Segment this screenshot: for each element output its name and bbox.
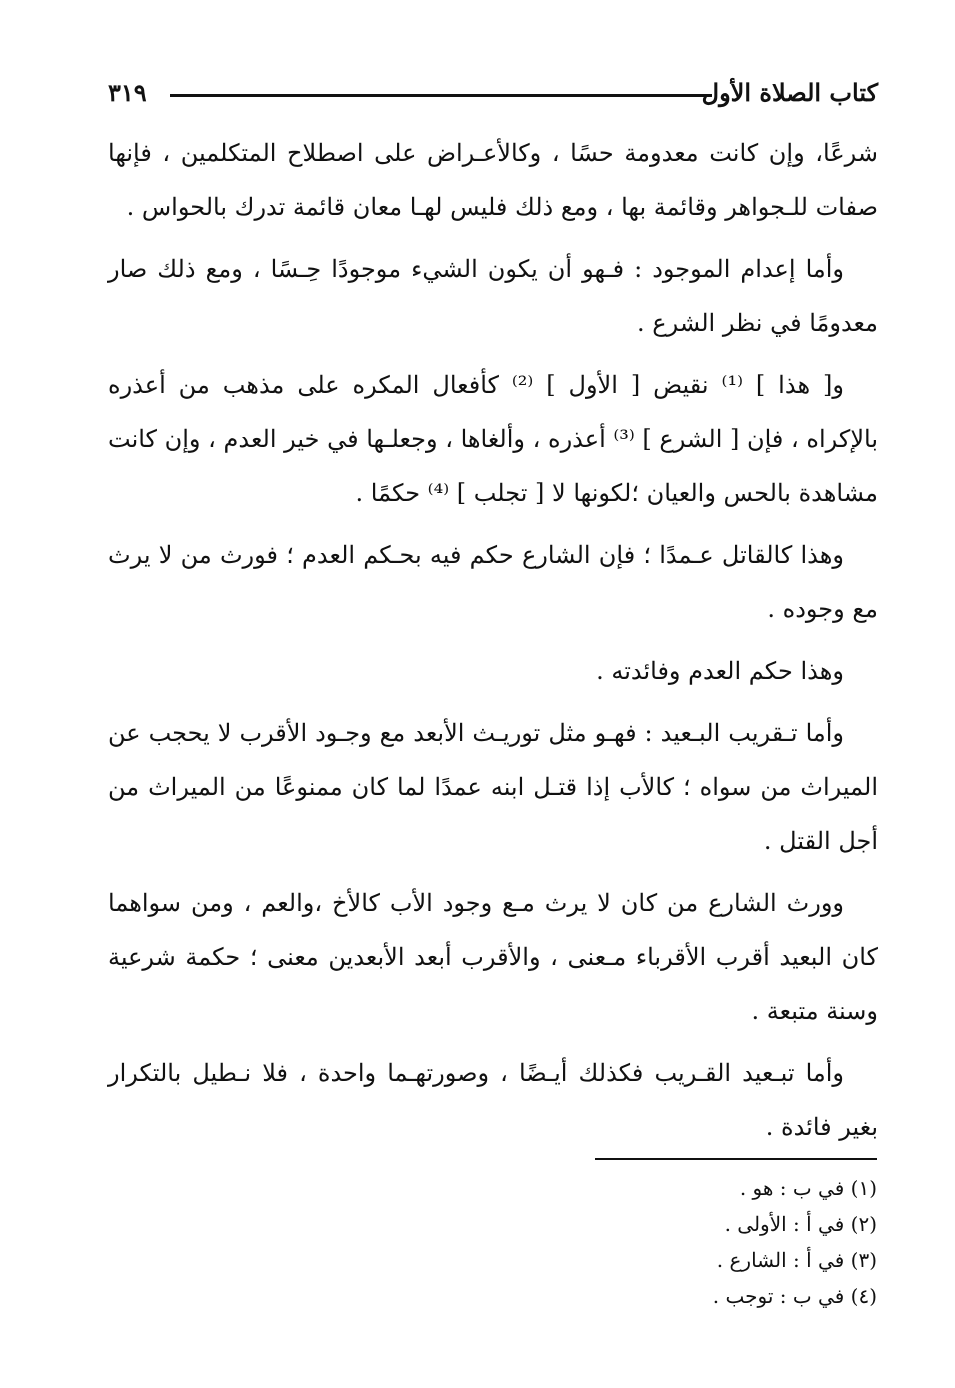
paragraph: شرعًا، وإن كانت معدومة حسًا ، وكالأعـراض على اصطلاح المتكلمين ، فإنها صفات للـجواهر وقائمة بها ، ومع ذلك فليس لهـا معان قائمة تدرك بالحواس . [108, 139, 878, 221]
paragraph: وورث الشارع من كان لا يرث مـع وجود الأب كالأخ ،والعم ، ومن سواهما كان البعيد أقرب الأقرباء مـعنى ، والأقرب أبعد الأبعدين معنى ؛ حكمة شرعية وسنة متبعة . [108, 889, 878, 1025]
paragraph: وأما تبـعيد القـريب فكذلك أيـضًا ، وصورتهـما واحدة ، فلا نـطيل بالتكرار بغير فائدة . [108, 1059, 878, 1141]
footnote: (١) في ب : هو . [739, 1176, 877, 1200]
paragraph: وأما تـقريب البـعيد : فهـو مثل توريـث الأبعد مع وجـود الأقرب لا يحجب عن الميراث من سواه ؛ كالأب إذا قتـل ابنه عمدًا لما كان ممنوعًا من الميراث من أجل القتل . [108, 719, 878, 855]
main-text [108, 126, 878, 1162]
footnote: (٣) في أ : الشارع . [716, 1248, 877, 1272]
paragraph: وأما إعدام الموجود : فـهو أن يكون الشيء موجودًا حِـسًا ، ومع ذلك صار معدومًا في نظر الشرع . [108, 255, 878, 337]
page-number: ٣١٩ [108, 78, 147, 107]
footnotes [477, 1170, 877, 1314]
footnote: (٤) في ب : توجب . [712, 1284, 877, 1308]
footnote: (٢) في أ : الأولى . [724, 1212, 877, 1236]
header-rule [170, 94, 712, 97]
paragraph: وهذا حكم العدم وفائدته . [596, 657, 844, 685]
running-header [108, 72, 878, 112]
chapter-title: كتاب الصلاة الأول [701, 78, 878, 107]
paragraph: وهذا كالقاتل عـمدًا ؛ فإن الشارع حكم فيه بحـكم العدم ؛ فورث من لا يرث مع وجوده . [108, 541, 878, 623]
footnote-separator [595, 1158, 877, 1160]
paragraph: و[ هذا ] ⁽¹⁾ نقيض [ الأول ] ⁽²⁾ كأفعال المكره على مذهب من أعذره بالإكراه ، فإن [ الشرع ] ⁽³⁾ أعذره ، وألغاها ، وجعلـها في خير العدم ، وإن كانت مشاهدة بالحس والعيان ؛لكونها لا [ تجلب ] ⁽⁴⁾ حكمًا . [108, 371, 879, 507]
